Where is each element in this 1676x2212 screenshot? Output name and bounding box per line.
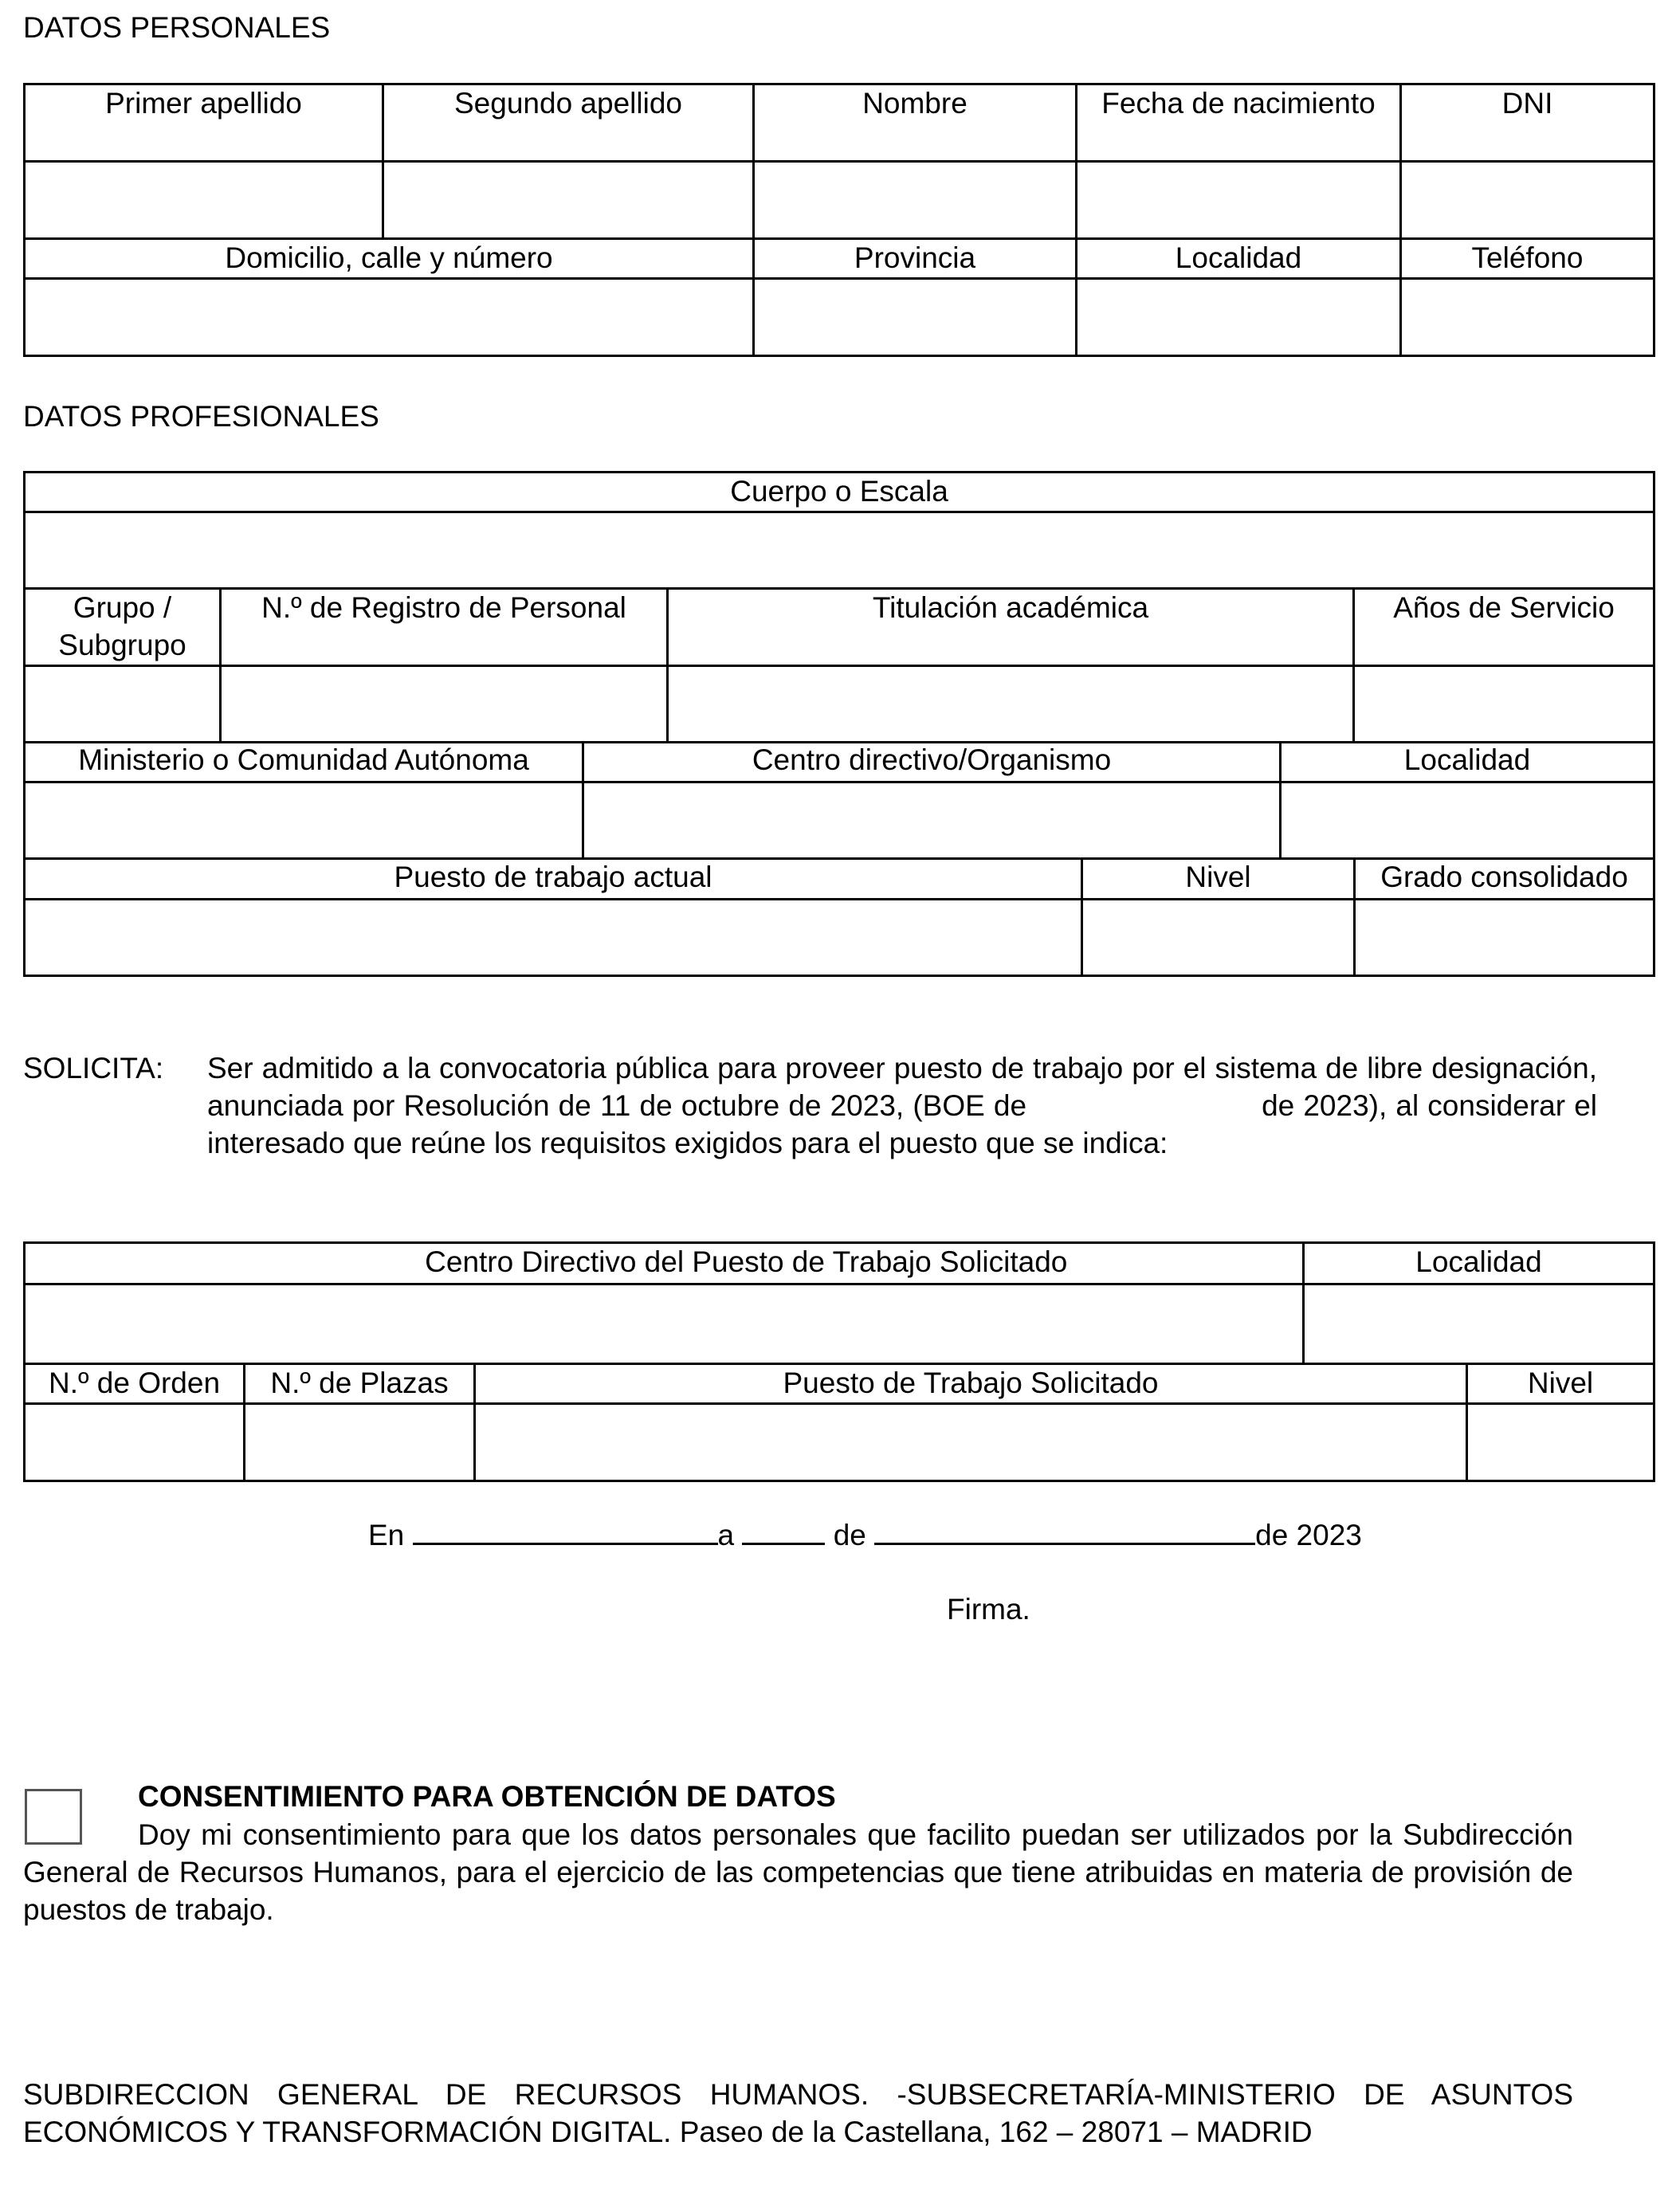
header-localidad-solicitado [1415, 1243, 1654, 1284]
nivel-solicitado-field[interactable] [1467, 1403, 1654, 1481]
cuerpo-escala-field[interactable] [25, 512, 1654, 589]
date-line [368, 1516, 1362, 1555]
header-centro-directivo-solicitado: Centro Directivo del Puesto de Trabajo Solicitado [25, 1243, 1467, 1284]
localidad-field[interactable] [1077, 278, 1401, 355]
localidad-solicitado-label: Localidad [1302, 1244, 1653, 1283]
requested-position-table [23, 1241, 1655, 1482]
segundo-apellido-field[interactable] [383, 162, 754, 239]
numero-orden-field[interactable] [25, 1403, 245, 1481]
numero-plazas-field[interactable] [245, 1403, 475, 1481]
date-en-label: En [368, 1519, 405, 1551]
solicita-text-part2: de 2023), al considerar el interesado que reúne los requisitos exigidos para el puesto que se indica: [207, 1088, 1597, 1159]
month-blank[interactable] [874, 1516, 1255, 1545]
registro-personal-field[interactable] [221, 666, 668, 743]
grupo-subgrupo-field[interactable] [25, 666, 221, 743]
date-year-label: de 2023 [1255, 1519, 1362, 1551]
header-dni: DNI [1401, 84, 1654, 162]
section-heading-professional: DATOS PROFESIONALES [23, 400, 379, 433]
header-numero-plazas: N.º de Plazas [245, 1364, 475, 1404]
header-puesto-solicitado: Puesto de Trabajo Solicitado [475, 1364, 1467, 1404]
professional-data-table-c [23, 859, 1655, 977]
header-centro-directivo: Centro directivo/Organismo [583, 742, 1281, 782]
header-domicilio: Domicilio, calle y número [25, 239, 754, 279]
header-cuerpo-escala: Cuerpo o Escala [25, 473, 1654, 512]
header-primer-apellido: Primer apellido [25, 84, 383, 162]
fecha-nacimiento-field[interactable] [1077, 162, 1401, 239]
ministerio-field[interactable] [25, 782, 583, 858]
puesto-actual-field[interactable] [25, 899, 1082, 975]
header-titulacion: Titulación académica [668, 589, 1354, 666]
header-grupo-subgrupo: Grupo / Subgrupo [25, 589, 221, 666]
header-numero-orden: N.º de Orden [25, 1364, 245, 1404]
header-ministerio: Ministerio o Comunidad Autónoma [25, 742, 583, 782]
header-puesto-actual: Puesto de trabajo actual [25, 859, 1082, 899]
nivel-field[interactable] [1082, 899, 1355, 975]
grado-consolidado-field[interactable] [1355, 899, 1654, 975]
solicita-text [207, 1050, 1597, 1163]
section-heading-personal: DATOS PERSONALES [23, 11, 331, 44]
date-de-label: de [833, 1519, 866, 1551]
footer-address: SUBDIRECCION GENERAL DE RECURSOS HUMANOS. -SUBSECRETARÍA-MINISTERIO DE ASUNTOS ECONÓMICOS Y TRANSFORMACIÓN DIGITAL. Paseo de la Castellana, 162 – 28071 – MADRID [23, 2078, 1573, 2148]
header-nombre: Nombre [754, 84, 1077, 162]
titulacion-field[interactable] [668, 666, 1354, 743]
telefono-field[interactable] [1401, 278, 1654, 355]
professional-data-table-a [23, 471, 1655, 743]
date-a-label: a [717, 1519, 735, 1551]
header-grado-consolidado: Grado consolidado [1355, 859, 1654, 899]
header-provincia: Provincia [754, 239, 1077, 279]
header-anos-servicio: Años de Servicio [1354, 589, 1654, 666]
header-localidad: Localidad [1077, 239, 1401, 279]
signature-label: Firma. [947, 1593, 1030, 1626]
centro-directivo-field[interactable] [583, 782, 1281, 858]
consent-body: Doy mi consentimiento para que los datos personales que facilito puedan ser utilizados por la Subdirección General de Recursos Humanos, para el ejercicio de las competencias que tiene atribuidas en materia de provisión de puestos de trabajo. [23, 1818, 1573, 1926]
header-nivel-solicitado: Nivel [1467, 1364, 1654, 1404]
puesto-solicitado-field[interactable] [475, 1403, 1467, 1481]
header-registro-personal: N.º de Registro de Personal [221, 589, 668, 666]
nombre-field[interactable] [754, 162, 1077, 239]
personal-data-table [23, 83, 1655, 357]
consent-title: CONSENTIMIENTO PARA OBTENCIÓN DE DATOS [138, 1780, 836, 1813]
localidad-prof-field[interactable] [1281, 782, 1654, 858]
professional-data-table-b [23, 742, 1655, 860]
centro-directivo-solicitado-field[interactable] [25, 1284, 1467, 1364]
place-blank[interactable] [413, 1516, 718, 1545]
primer-apellido-field[interactable] [25, 162, 383, 239]
header-localidad-prof: Localidad [1281, 742, 1654, 782]
provincia-field[interactable] [754, 278, 1077, 355]
header-telefono: Teléfono [1401, 239, 1654, 279]
header-segundo-apellido: Segundo apellido [383, 84, 754, 162]
header-fecha-nacimiento: Fecha de nacimiento [1077, 84, 1401, 162]
header-nivel: Nivel [1082, 859, 1355, 899]
domicilio-field[interactable] [25, 278, 754, 355]
solicita-text-part1: Ser admitido a la convocatoria pública para proveer puesto de trabajo por el sistema de libre designación, anunciada por Resolución de 11 de octubre de 2023, (BOE de [207, 1052, 1597, 1122]
localidad-solicitado-field[interactable] [1467, 1284, 1654, 1364]
dni-field[interactable] [1401, 162, 1654, 239]
solicita-label: SOLICITA: [23, 1052, 164, 1084]
anos-servicio-field[interactable] [1354, 666, 1654, 743]
day-blank[interactable] [742, 1516, 825, 1545]
